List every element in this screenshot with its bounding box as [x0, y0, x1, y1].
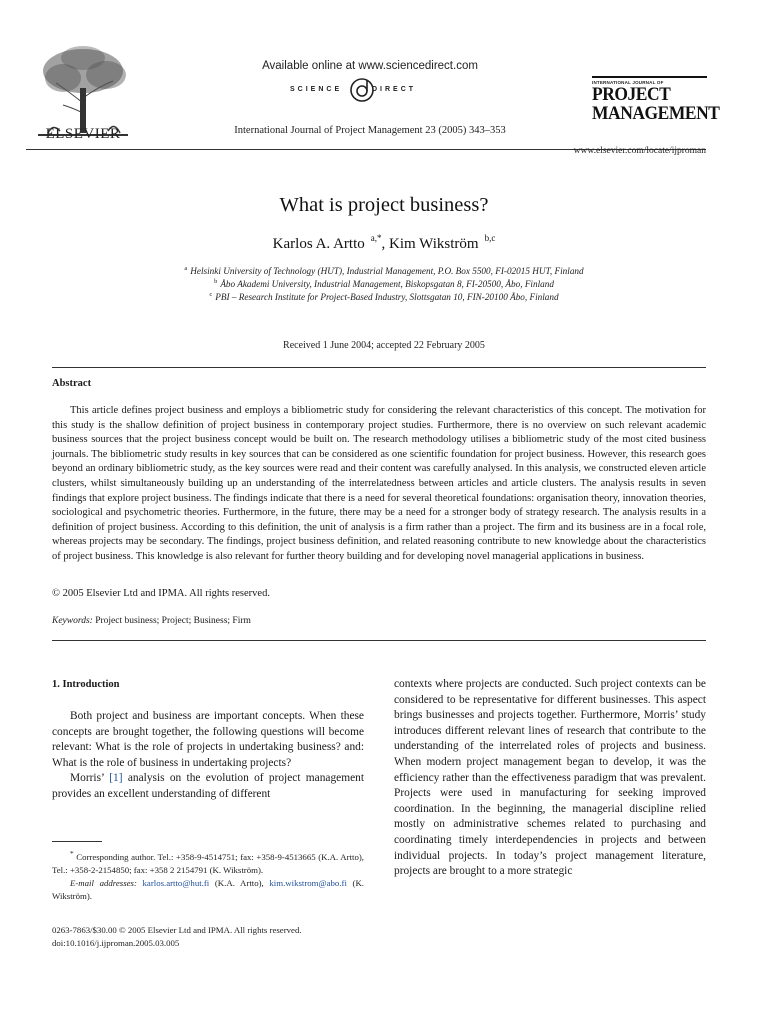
- left-column: [52, 709, 364, 803]
- bottom-info: [52, 924, 302, 950]
- keywords-label: Keywords:: [52, 616, 93, 626]
- publisher-name: ELSEVIER: [45, 126, 121, 142]
- footnote-rule: [52, 841, 102, 842]
- abstract-bottom-rule: [52, 640, 706, 641]
- available-online-text: Available online at www.sciencedirect.com: [262, 60, 478, 72]
- sciencedirect-direct: DIRECT: [372, 86, 417, 93]
- abstract-top-rule: [52, 367, 706, 368]
- reference-link[interactable]: [1]: [109, 772, 123, 785]
- author-1[interactable]: Karlos A. Artto: [272, 236, 365, 252]
- abstract-text: This article defines project business and employs a bibliometric study for considering the relevant characteristics of this concept. The motivation for this study is the shallow definition of project business in contemporary project studies. Furthermore, there is no overview on such relevant academic business sources that the project business concept would be built on. The research methodology utilises a bibliometric study of the most cited business journals. The bibliometric study results in key sources that can be considered as one scientific foundation for project business. However, this research goes beyond an ordinary bibliometric study, as the key sources were read and their content was carefully analysed. In this analysis, we constructed eleven article clusters, whilst simultaneously building up an understanding of the interrelatedness between articles and article clusters. The analysis results in seven findings that explore project business. The findings indicate that there is a need for several theoretical foundations: organisation theory, innovation theories, sociological and psychometric theories. Furthermore, in the future, there may be a need for a stronger body of strategy research. The analysis results in a definition of project business. According to this definition, the unit of analysis is a firm rather than a project. The firm and its business are in a focal role, whereas projects may be secondary. The findings, project business definition, and related reasoning contribute to new knowledge about the characteristics of project business. This knowledge is also relevant for further theory building and for developing novel managerial applications in business.: [52, 405, 706, 562]
- keywords-list: Project business; Project; Business; Firm: [95, 616, 251, 626]
- email-link-1[interactable]: karlos.artto@hut.fi: [142, 877, 210, 888]
- author-line: [0, 233, 768, 253]
- email-link-2[interactable]: kim.wikstrom@abo.fi: [269, 877, 347, 888]
- affiliation-a: $^a$ Helsinki University of Technology (HUT), Industrial Management, P.O. Box 5500, FI-02015 HUT, Finland: [184, 265, 584, 276]
- journal-logo-line1: PROJECT: [592, 84, 671, 105]
- received-dates: Received 1 June 2004; accepted 22 February 2005: [283, 340, 485, 351]
- article-title: What is project business?: [279, 194, 489, 216]
- abstract-heading: Abstract: [52, 378, 92, 389]
- right-column: [394, 677, 706, 880]
- issn-line: 0263-7863/$30.00 © 2005 Elsevier Ltd and IPMA. All rights reserved.: [52, 925, 302, 935]
- author-2[interactable]: Kim Wikström: [389, 236, 479, 252]
- left-paragraph-1: Both project and business are important concepts. When these concepts are brought together, the following questions will become relevant: What is the role of projects in undertaking business? and: What is the role of business in undertaking projects?: [52, 710, 364, 769]
- affiliation-b: $^b$ Åbo Akademi University, Industrial Management, Biskopsgatan 8, FI-20500, Åbo, Finland: [214, 278, 554, 289]
- doi-line[interactable]: doi:10.1016/j.ijproman.2005.03.005: [52, 938, 180, 948]
- affiliation-c: $^c$ PBI – Research Institute for Project-Based Industry, Slottsgatan 10, FIN-20100 Åbo, Finland: [209, 291, 559, 302]
- journal-citation: International Journal of Project Management 23 (2005) 343–353: [234, 125, 506, 136]
- right-paragraph-1: contexts where projects are conducted. Such project contexts can be considered to be representative for different businesses. This aspect brings businesses and projects together. Furthermore, Morris’ study introduces different relevant lines of research that contribute to the understanding of the interrelated roles of projects and business. When modern project management began to develop, it was the efficiency rather than the effectiveness paradigm that was prevalent. Projects were used in manufacturing for seeking improved coordination. In the beginning, the managerial discipline relied mostly on administrative schemes related to purchasing and coordinating timely interdependencies in projects and between individual projects. In today’s project management literature, projects are brought to a more strategic: [394, 678, 706, 878]
- footnote-corresponding: * Corresponding author. Tel.: +358-9-4514751; fax: +358-9-4513665 (K.A. Artto), Tel.: +358-2-2154850; fax: +358 2 2154791 (K. Wikström).: [52, 849, 364, 875]
- abstract-body: [52, 404, 706, 565]
- keywords: [52, 616, 251, 626]
- footnote: [52, 847, 364, 903]
- sciencedirect-science: SCIENCE: [290, 86, 343, 93]
- section-heading: 1. Introduction: [52, 679, 120, 690]
- author-1-affiliation: a,*: [370, 233, 382, 243]
- abstract-copyright: © 2005 Elsevier Ltd and IPMA. All rights reserved.: [52, 588, 270, 599]
- footnote-emails: E-mail addresses: karlos.artto@hut.fi (K.A. Artto), kim.wikstrom@abo.fi (K. Wikström).: [52, 877, 365, 901]
- journal-logo-rule: [592, 76, 707, 78]
- author-separator: ,: [381, 236, 390, 252]
- author-2-affiliation: b,c: [484, 233, 496, 243]
- journal-url-link[interactable]: www.elsevier.com/locate/ijproman: [573, 146, 706, 156]
- journal-logo-small: INTERNATIONAL JOURNAL OF: [592, 80, 664, 85]
- journal-logo-line2: MANAGEMENT: [592, 103, 720, 124]
- journal-logo: [592, 80, 720, 124]
- left-paragraph-2: Morris’ [1] analysis on the evolution of project management provides an excellent understanding of different: [52, 772, 364, 800]
